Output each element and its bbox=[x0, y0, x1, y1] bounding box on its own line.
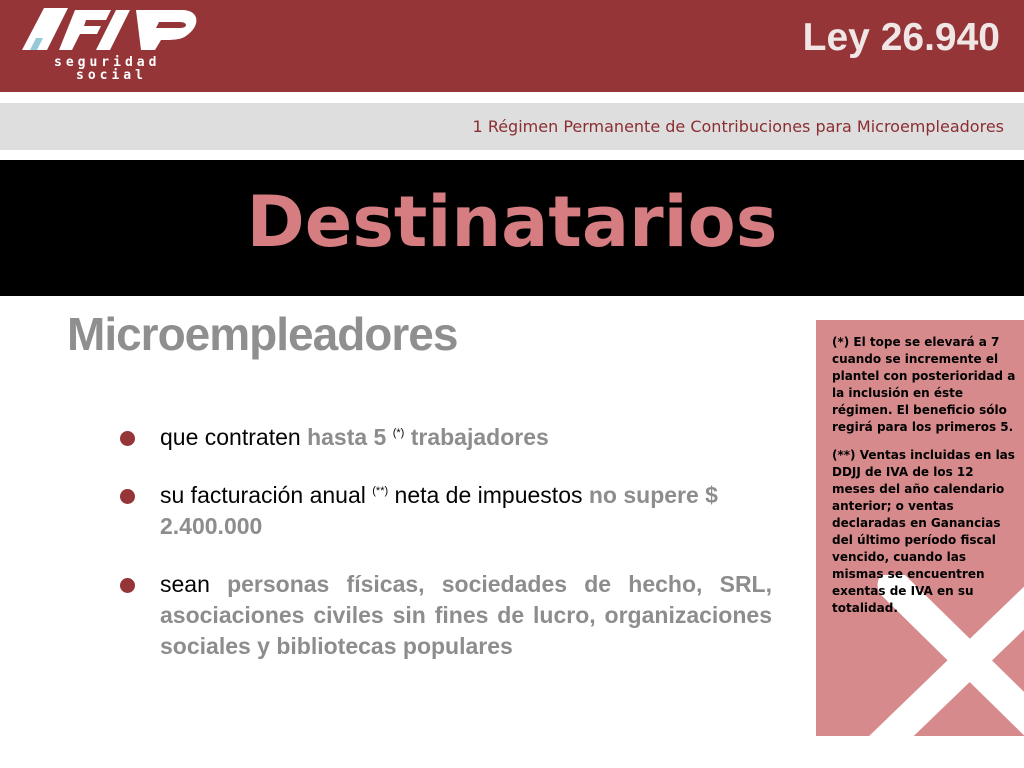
regime-subtitle: 1 Régimen Permanente de Contribuciones para Microempleadores bbox=[472, 117, 1004, 136]
footnote-marker-1: (*) bbox=[392, 427, 405, 439]
afip-logo bbox=[20, 6, 202, 82]
section-title: Microempleadores bbox=[67, 308, 458, 360]
bullet-item-billing bbox=[120, 480, 772, 542]
bullet-3-highlight: personas físicas, sociedades de hecho, SRL, asociaciones civiles sin fines de lucro, organizaciones sociales y bibliotecas populares bbox=[160, 571, 772, 659]
bullet-2-text: su facturación anual bbox=[160, 482, 373, 508]
bullet-list bbox=[120, 422, 772, 689]
bullet-1-highlight-2: trabajadores bbox=[410, 424, 549, 450]
footnote-text bbox=[832, 334, 1016, 617]
bullet-item-entities bbox=[120, 569, 772, 662]
logo-line-2: social bbox=[76, 68, 147, 83]
law-number: Ley 26.940 bbox=[802, 16, 1000, 59]
footnote-marker-2: (**) bbox=[372, 485, 389, 497]
footnote-2: (**) Ventas incluidas en las DDJJ de IVA de los 12 meses del año calendario anterior; o ventas declaradas en Ganancias del último período fiscal vencido, cuando las mismas se encuentren exentas de IVA en su totalidad. bbox=[832, 448, 1015, 615]
footnote-1: (*) El tope se elevará a 7 cuando se incremente el plantel con posterioridad a la inclusión en éste régimen. El beneficio sólo regirá para los primeros 5. bbox=[832, 335, 1016, 434]
bullet-dot-icon bbox=[120, 489, 135, 504]
afip-logo-icon bbox=[20, 6, 202, 56]
bullet-dot-icon bbox=[120, 578, 135, 593]
bullet-3-text: sean bbox=[160, 571, 228, 597]
bullet-item-workers bbox=[120, 422, 772, 453]
logo-wordmark bbox=[54, 56, 160, 82]
footnote-panel bbox=[816, 320, 1024, 736]
bullet-2-highlight: no supere $ 2.400.000 bbox=[160, 482, 718, 539]
slide-title: Destinatarios bbox=[246, 181, 778, 263]
bullet-dot-icon bbox=[120, 431, 135, 446]
bullet-1-text: que contraten bbox=[160, 424, 308, 450]
bullet-2-text-2: neta de impuestos bbox=[388, 482, 589, 508]
bullet-1-highlight: hasta 5 bbox=[307, 424, 387, 450]
logo-line-1: seguridad bbox=[54, 55, 161, 70]
